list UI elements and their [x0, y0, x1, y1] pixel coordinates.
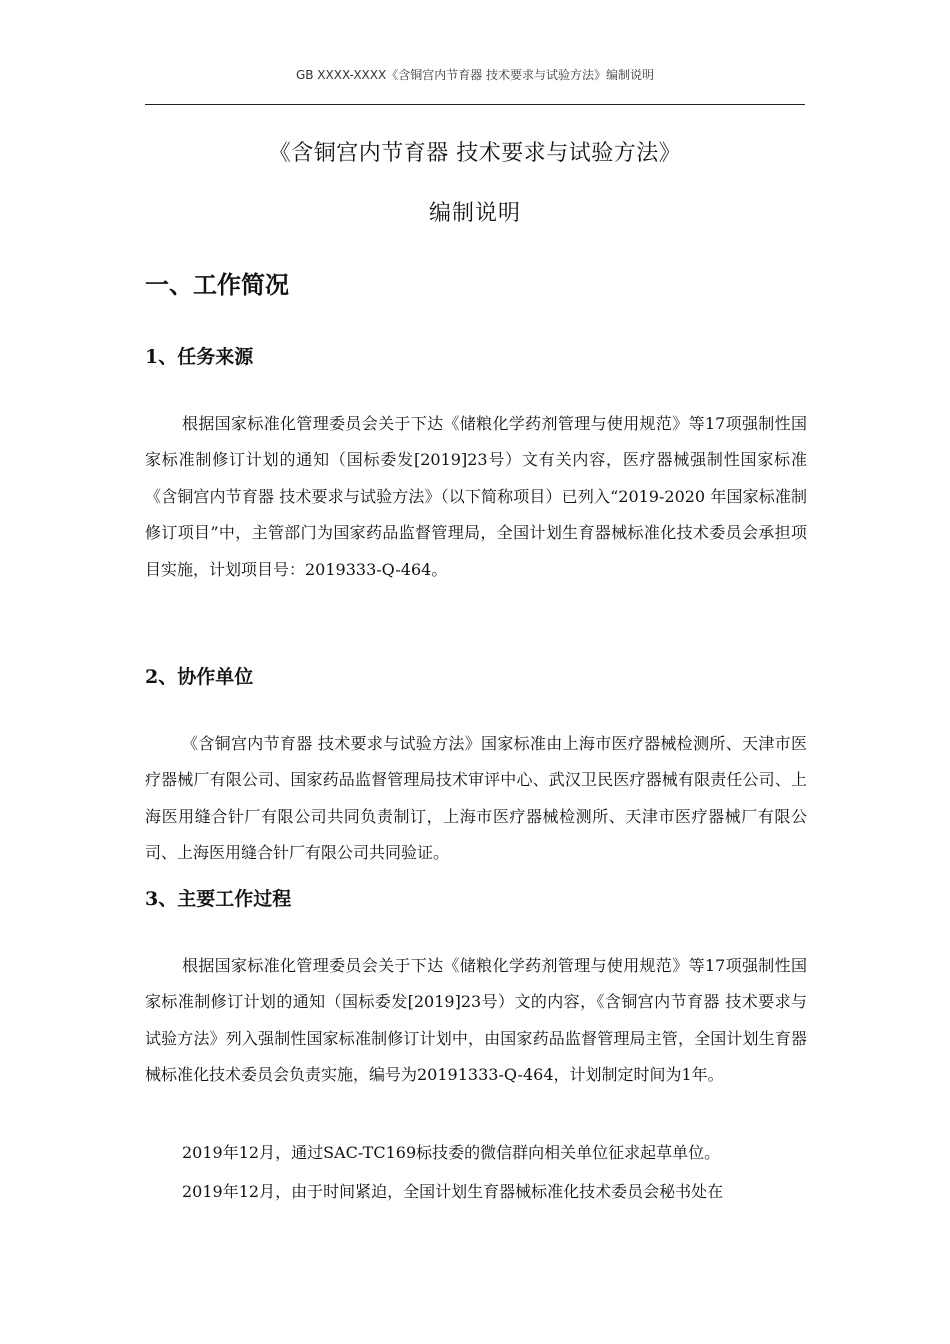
running-header: GB XXXX-XXXX《含铜宫内节育器 技术要求与试验方法》编制说明: [295, 68, 655, 82]
header-divider: [145, 104, 805, 105]
paragraph-cooperating-units: 《含铜宫内节育器 技术要求与试验方法》国家标准由上海市医疗器械检测所、天津市医疗器械厂有限公司、国家药品监督管理局技术审评中心、武汉卫民医疗器械有限责任公司、上海医用缝合针厂有限公司共同负责制订，上海市医疗器械检测所、天津市医疗器械厂有限公司、上海医用缝合针厂有限公司共同验证。: [145, 734, 807, 863]
paragraph-main-work-process-3: 2019年12月，由于时间紧迫，全国计划生育器械标准化技术委员会秘书处在: [182, 1182, 724, 1201]
subsection-heading-task-source: 1、任务来源: [145, 346, 254, 368]
paragraph-task-source: 根据国家标准化管理委员会关于下达《储粮化学药剂管理与使用规范》等17项强制性国家标准制修订计划的通知（国标委发[2019]23号）文有关内容，医疗器械强制性国家标准《含铜宫内节育器 技术要求与试验方法》（以下简称项目）已列入“2019-2020 年国家标准制修订项目”中，主管部门为国家药品监督管理局，全国计划生育器械标准化技术委员会承担项目实施，计划项目号：2019333-Q-464。: [145, 414, 807, 579]
paragraph-main-work-process-1: 根据国家标准化管理委员会关于下达《储粮化学药剂管理与使用规范》等17项强制性国家标准制修订计划的通知（国标委发[2019]23号）文的内容，《含铜宫内节育器 技术要求与试验方法》列入强制性国家标准制修订计划中，由国家药品监督管理局主管，全国计划生育器械标准化技术委员会负责实施，编号为20191333-Q-464，计划制定时间为1年。: [145, 956, 807, 1085]
document-title: 《含铜宫内节育器 技术要求与试验方法》: [268, 141, 682, 166]
subsection-heading-main-work-process: 3、主要工作过程: [145, 888, 292, 910]
subsection-heading-cooperating-units: 2、协作单位: [145, 666, 254, 688]
paragraph-main-work-process-2: 2019年12月，通过SAC-TC169标技委的微信群向相关单位征求起草单位。: [182, 1143, 721, 1162]
section-heading-work-overview: 一、工作简况: [145, 270, 289, 299]
document-subtitle: 编制说明: [428, 201, 521, 226]
